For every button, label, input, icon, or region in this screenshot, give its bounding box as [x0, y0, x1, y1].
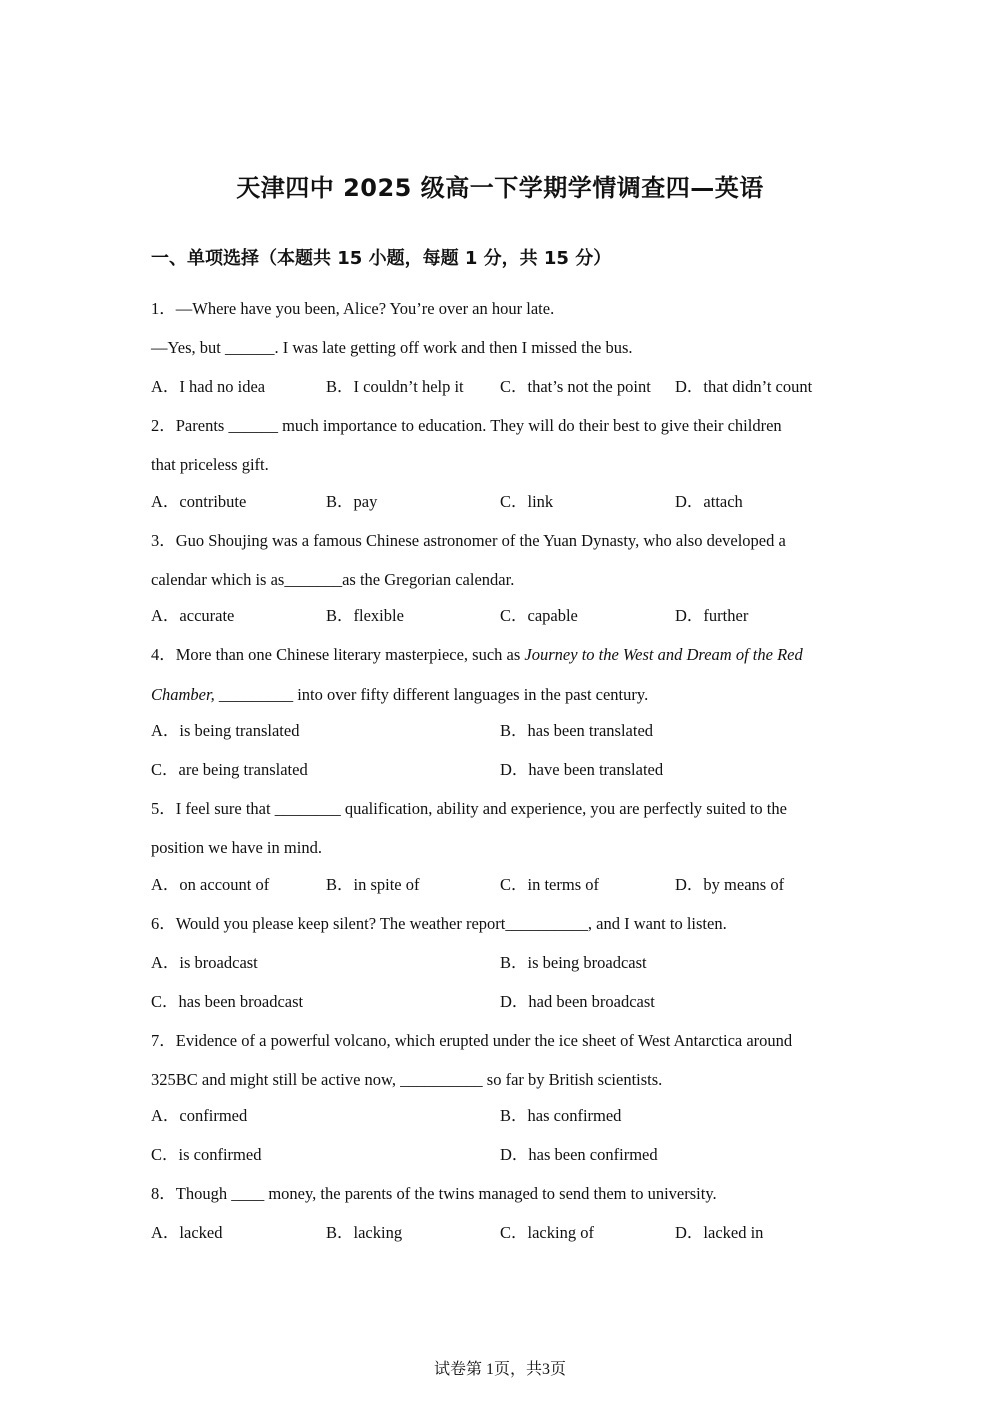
question-4-book-title-end: Chamber,	[151, 685, 215, 704]
question-1-line-1: 1．—Where have you been, Alice? You’re over an hour late.	[151, 299, 555, 318]
question-3-option-a: A．accurate	[151, 606, 235, 625]
question-7-line-2: 325BC and might still be active now, __________ so far by British scientists.	[151, 1070, 663, 1089]
question-4-option-a: A．is being translated	[151, 721, 300, 740]
question-3-option-b: B．flexible	[326, 606, 404, 625]
question-6-option-b: B．is being broadcast	[500, 953, 647, 972]
question-4-line-2	[151, 685, 648, 705]
page-footer: 试卷第 1页，共3页	[433, 1361, 566, 1378]
question-1-option-a: A．I had no idea	[151, 377, 266, 396]
question-8-option-b: B．lacking	[326, 1223, 403, 1242]
question-3-option-d: D．further	[675, 606, 749, 625]
question-7-line-1: 7．Evidence of a powerful volcano, which erupted under the ice sheet of West Antarctica around	[151, 1031, 793, 1050]
question-5-option-c: C．in terms of	[500, 875, 599, 894]
question-3-option-c: C．capable	[500, 606, 578, 625]
question-4-option-c: C．are being translated	[151, 760, 308, 779]
question-2-line-1: 2．Parents ______ much importance to education. They will do their best to give their children	[151, 416, 782, 435]
question-3-line-1: 3．Guo Shoujing was a famous Chinese astronomer of the Yuan Dynasty, who also developed a	[151, 531, 786, 550]
question-7-option-c: C．is confirmed	[151, 1145, 262, 1164]
section-heading: 一、单项选择（本题共 15 小题，每题 1 分，共 15 分）	[151, 248, 612, 269]
question-4-option-d: D．have been translated	[500, 760, 664, 779]
exam-title: 天津四中 2025 级高一下学期学情调查四—英语	[236, 174, 764, 202]
question-6-option-d: D．had been broadcast	[500, 992, 655, 1011]
question-1-option-d: D．that didn’t count	[675, 377, 813, 396]
question-8-option-a: A．lacked	[151, 1223, 223, 1242]
question-3-line-2: calendar which is as_______as the Gregorian calendar.	[151, 570, 515, 589]
question-7-option-d: D．has been confirmed	[500, 1145, 658, 1164]
question-4-option-b: B．has been translated	[500, 721, 654, 740]
question-6-option-c: C．has been broadcast	[151, 992, 304, 1011]
question-4-line-2-text: _________ into over fifty different languages in the past century.	[214, 685, 649, 704]
question-6-line-1: 6．Would you please keep silent? The weather report__________, and I want to listen.	[151, 914, 727, 933]
question-2-option-c: C．link	[500, 492, 554, 511]
question-5-option-d: D．by means of	[675, 875, 785, 894]
question-5-option-b: B．in spite of	[326, 875, 420, 894]
question-7-option-a: A．confirmed	[151, 1106, 248, 1125]
question-5-option-a: A．on account of	[151, 875, 270, 894]
question-8-line-1: 8．Though ____ money, the parents of the twins managed to send them to university.	[151, 1184, 717, 1203]
question-2-option-b: B．pay	[326, 492, 378, 511]
question-1-line-2: —Yes, but ______. I was late getting off work and then I missed the bus.	[151, 338, 633, 357]
question-2-option-a: A．contribute	[151, 492, 247, 511]
question-2-line-2: that priceless gift.	[151, 455, 269, 474]
question-2-option-d: D．attach	[675, 492, 743, 511]
question-4-line-1	[151, 645, 803, 665]
question-4-book-titles: Journey to the West and Dream of the Red	[524, 645, 803, 664]
question-8-option-d: D．lacked in	[675, 1223, 764, 1242]
question-4-line-1-text: 4．More than one Chinese literary masterpiece, such as	[151, 645, 525, 664]
question-7-option-b: B．has confirmed	[500, 1106, 622, 1125]
question-5-line-2: position we have in mind.	[151, 838, 322, 857]
question-8-option-c: C．lacking of	[500, 1223, 594, 1242]
question-5-line-1: 5．I feel sure that ________ qualification, ability and experience, you are perfectly suited to the	[151, 799, 787, 818]
question-1-option-c: C．that’s not the point	[500, 377, 651, 396]
question-1-option-b: B．I couldn’t help it	[326, 377, 464, 396]
question-6-option-a: A．is broadcast	[151, 953, 258, 972]
